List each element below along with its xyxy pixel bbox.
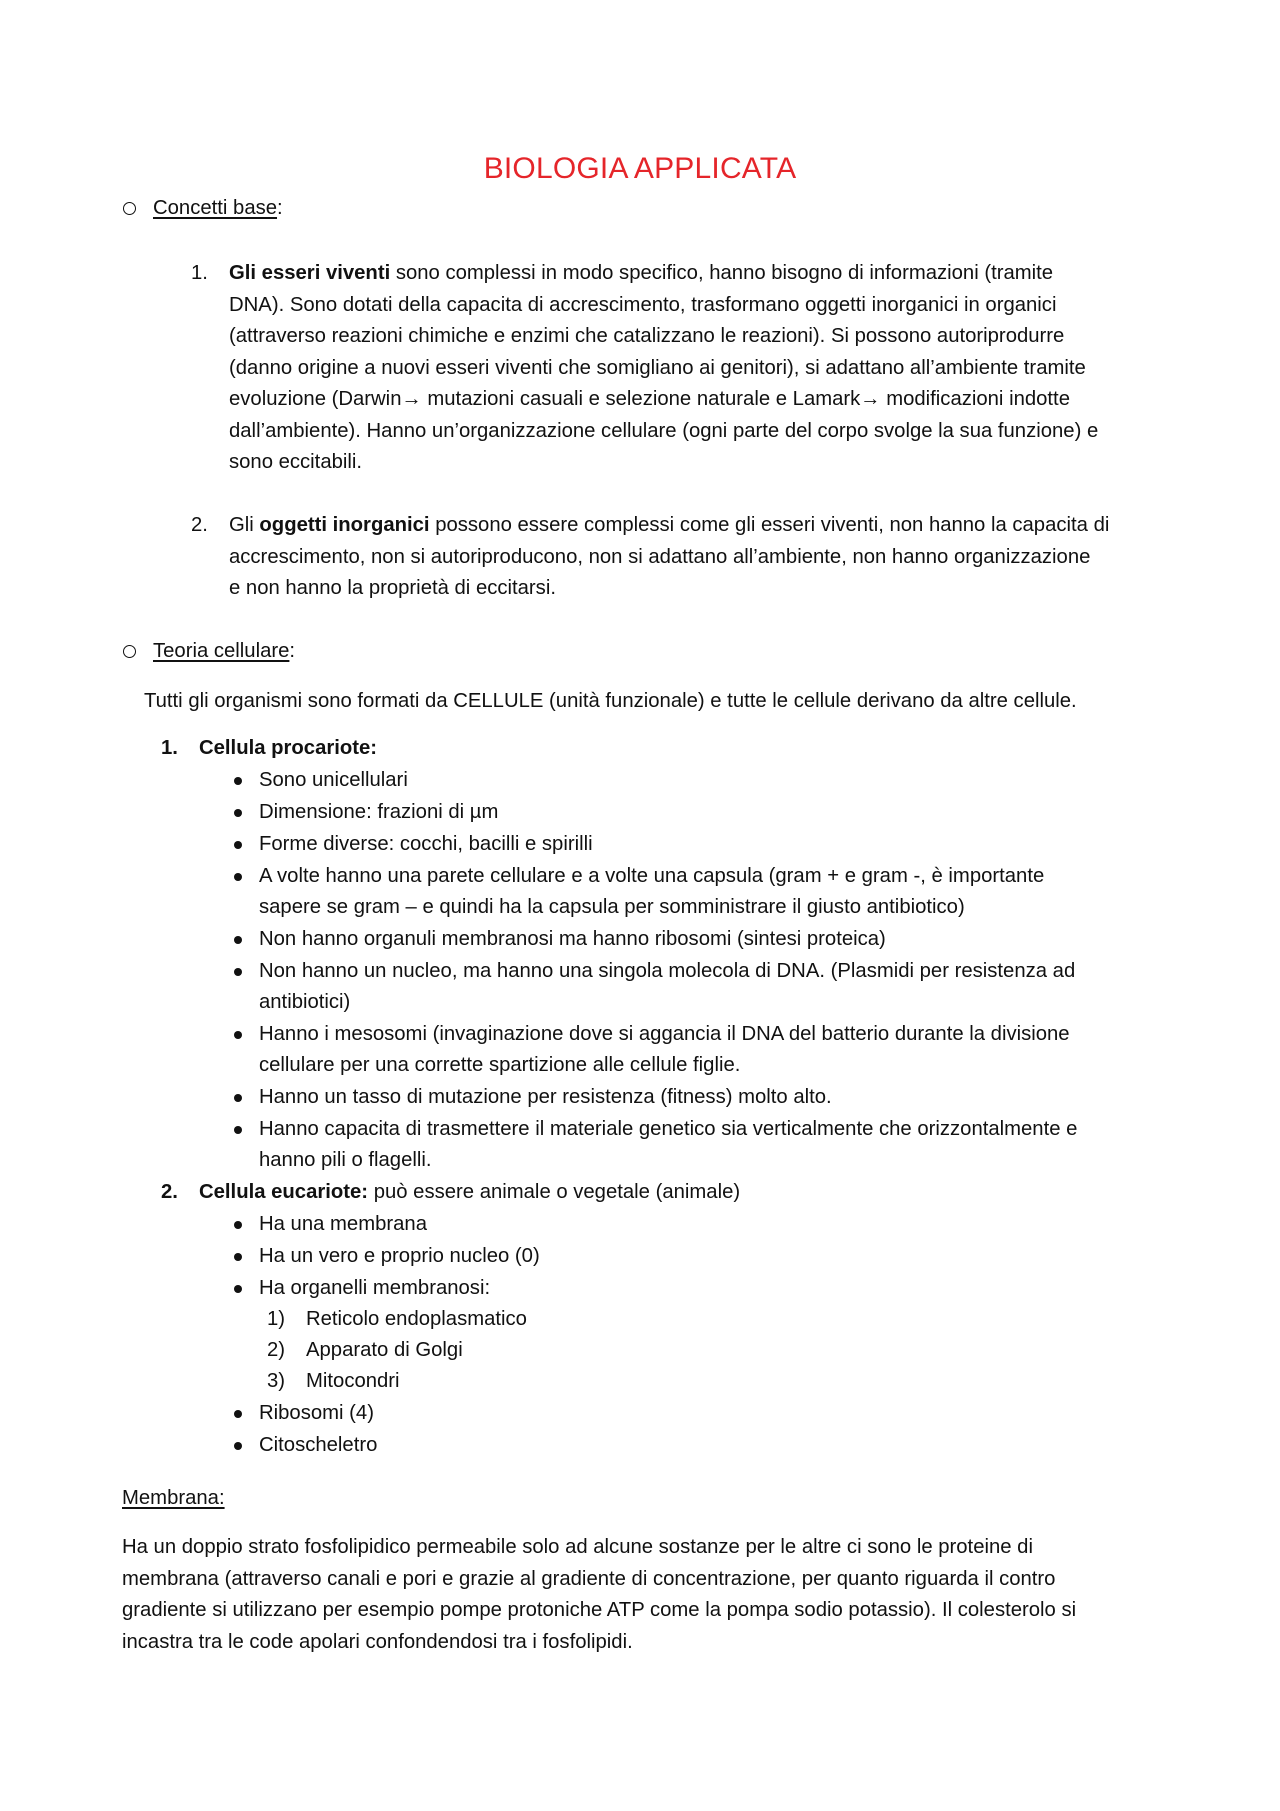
list-number: 2.	[191, 514, 208, 536]
bullet-icon	[234, 809, 242, 817]
bullet-icon	[234, 936, 242, 944]
list-item: Ha un vero e proprio nucleo (0)	[259, 1245, 540, 1267]
list-number: 1.	[191, 262, 208, 284]
bullet-icon	[234, 1094, 242, 1102]
bullet-icon	[234, 968, 242, 976]
bullet-icon	[234, 1253, 242, 1261]
list-item: Hanno i mesosomi (invaginazione dove si aggancia il DNA del batterio durante la divisione	[259, 1023, 1070, 1045]
list-item: Non hanno un nucleo, ma hanno una singola molecola di DNA. (Plasmidi per resistenza ad	[259, 960, 1076, 982]
procariote-heading: Cellula procariote:	[199, 737, 378, 759]
list-item: Hanno un tasso di mutazione per resistenza (fitness) molto alto.	[259, 1086, 832, 1108]
list-number: 1.	[161, 737, 178, 759]
bullet-icon	[234, 841, 242, 849]
paragraph-line: Gli esseri viventi sono complessi in modo specifico, hanno bisogno di informazioni (tramite	[229, 262, 1054, 284]
sublist-number: 2)	[267, 1339, 286, 1361]
bullet-icon	[234, 1221, 242, 1229]
paragraph-line: e non hanno la proprietà di eccitarsi.	[229, 577, 556, 599]
list-item: Forme diverse: cocchi, bacilli e spirilli	[259, 833, 593, 855]
sublist-number: 3)	[267, 1370, 286, 1392]
list-item-continuation: cellulare per una corrette spartizione alle cellule figlie.	[259, 1054, 741, 1076]
list-item: Sono unicellulari	[259, 769, 408, 791]
list-item-continuation: antibiotici)	[259, 991, 351, 1013]
paragraph-line: dall’ambiente). Hanno un’organizzazione cellulare (ogni parte del corpo svolge la sua funzione) e	[229, 419, 1099, 442]
sublist-item: Reticolo endoplasmatico	[306, 1308, 527, 1330]
list-item-continuation: sapere se gram – e quindi ha la capsula per somministrare il giusto antibiotico)	[259, 896, 965, 918]
paragraph-line: sono eccitabili.	[229, 451, 363, 473]
list-item-continuation: hanno pili o flagelli.	[259, 1149, 432, 1171]
membrana-paragraph-line: membrana (attraverso canali e pori e grazie al gradiente di concentrazione, per quanto riguarda il contro	[122, 1567, 1056, 1590]
list-number: 2.	[161, 1181, 178, 1203]
bullet-icon	[234, 1031, 242, 1039]
list-item: Ha una membrana	[259, 1213, 427, 1235]
sublist-number: 1)	[267, 1308, 286, 1330]
membrana-paragraph-line: incastra tra le code apolari confondendosi tra i fosfolipidi.	[122, 1630, 633, 1653]
sublist-item: Apparato di Golgi	[306, 1339, 463, 1361]
section-heading-concetti: Concetti base:	[153, 197, 283, 219]
list-item: A volte hanno una parete cellulare e a volte una capsula (gram + e gram -, è importante	[259, 865, 1045, 887]
membrana-paragraph-line: gradiente si utilizzano per esempio pompe protoniche ATP come la pompa sodio potassio). Il colesterolo si	[122, 1599, 1077, 1621]
teoria-intro: Tutti gli organismi sono formati da CELLULE (unità funzionale) e tutte le cellule derivano da altre cellule.	[144, 690, 1077, 712]
paragraph-line: evoluzione (Darwin→ mutazioni casuali e selezione naturale e Lamark→ modificazioni indotte	[229, 388, 1070, 410]
sublist-item: Mitocondri	[306, 1370, 400, 1392]
list-item: Non hanno organuli membranosi ma hanno ribosomi (sintesi proteica)	[259, 928, 886, 950]
bullet-icon	[234, 1285, 242, 1293]
paragraph-line: (danno origine a nuovi esseri viventi che somigliano ai genitori), si adattano all’ambiente tramite	[229, 356, 1086, 379]
bullet-icon	[234, 1442, 242, 1450]
paragraph-line: accrescimento, non si autoriproducono, non si adattano all’ambiente, non hanno organizzazione	[229, 545, 1091, 568]
list-item: Dimensione: frazioni di µm	[259, 801, 499, 823]
bullet-icon	[234, 1410, 242, 1418]
bullet-icon	[234, 873, 242, 881]
list-item: Ribosomi (4)	[259, 1402, 374, 1424]
paragraph-line: DNA). Sono dotati della capacita di accrescimento, trasformano oggetti inorganici in organici	[229, 293, 1057, 316]
list-item: Hanno capacita di trasmettere il materiale genetico sia verticalmente che orizzontalmente e	[259, 1118, 1078, 1140]
membrana-heading: Membrana:	[122, 1487, 225, 1509]
eucariote-heading: Cellula eucariote: può essere animale o vegetale (animale)	[199, 1181, 741, 1203]
section-marker-teoria	[123, 645, 136, 658]
section-heading-teoria: Teoria cellulare:	[153, 640, 296, 662]
paragraph-line: (attraverso reazioni chimiche e enzimi che catalizzano le reazioni). Si possono autoriprodurre	[229, 325, 1065, 347]
section-marker-concetti	[123, 202, 136, 215]
bullet-icon	[234, 777, 242, 785]
document-title: BIOLOGIA APPLICATA	[483, 152, 797, 185]
list-item: Citoscheletro	[259, 1434, 378, 1456]
membrana-paragraph-line: Ha un doppio strato fosfolipidico permeabile solo ad alcune sostanze per le altre ci sono le proteine di	[122, 1536, 1033, 1558]
paragraph-line: Gli oggetti inorganici possono essere complessi come gli esseri viventi, non hanno la capacita di	[229, 514, 1110, 536]
bullet-icon	[234, 1126, 242, 1134]
list-item: Ha organelli membranosi:	[259, 1277, 491, 1299]
